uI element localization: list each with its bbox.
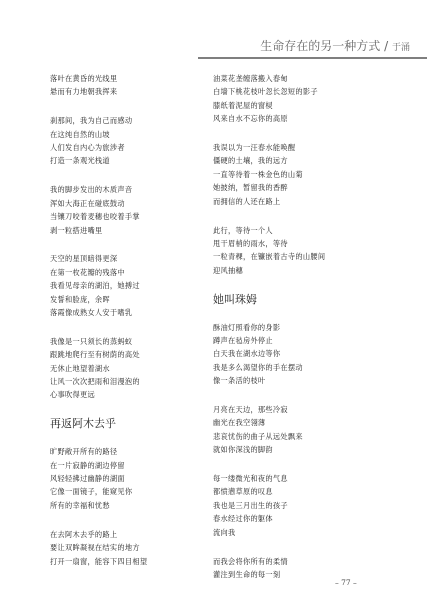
poem-line: 要让双眸凝视在结实的地方 — [50, 543, 140, 553]
stanza — [213, 472, 373, 539]
stanza — [213, 403, 373, 457]
poem-line: 让风一次次把雨和泪漫泡的 — [50, 377, 140, 387]
poem-line: 油菜花垄缠落搬入春甸 — [213, 74, 288, 83]
poem-line: 我像是一只须长的蒸蚂蚁 — [50, 336, 133, 346]
right-column — [213, 72, 373, 597]
poem-line: 悲哀忧伤的曲子从远处飘来 — [213, 431, 303, 441]
poem-line: 风轻轻拂过幽静的湖面 — [50, 474, 125, 484]
poem-line: 人们发自内心为旅涉者 — [50, 143, 125, 153]
poem-line: 此行，等待一个人 — [213, 225, 273, 235]
poem-line: 都愤懑草原的叹息 — [213, 487, 273, 497]
poem-line: 我的脚步发出的木质声音 — [50, 185, 133, 195]
poem-line: 落霞像成熟女人安于嗜乳 — [50, 307, 133, 317]
poem-line: 蹲声在毡房外停止 — [213, 335, 273, 345]
poem-line: 一直等待着一株金色的山菊 — [213, 169, 303, 179]
page-number: – 77 – — [335, 578, 357, 587]
poem-line: 流向我 — [213, 527, 236, 537]
poem-line: 剥一粒搭进嘴里 — [50, 225, 103, 235]
poem-line: 浑如大海正在碰底鼓动 — [50, 198, 125, 208]
header-title-text: 生命存在的另一种方式 / — [260, 39, 392, 53]
header-title — [210, 37, 410, 54]
poem-line: 打造一条观光栈道 — [50, 156, 110, 166]
stanza — [50, 114, 210, 168]
stanza — [50, 72, 210, 99]
left-column — [50, 72, 210, 583]
poem-line: 天空的星顶暗得更深 — [50, 254, 118, 264]
poem-line: 就如你深浅的脚韵 — [213, 445, 273, 455]
poem-line: 风来自水不忘你的高原 — [213, 114, 288, 124]
stanza — [213, 224, 373, 278]
poem-line: 像一条活的枝叶 — [213, 376, 266, 386]
poem-line: 而拥信的人还在路上 — [213, 196, 281, 206]
poem-line: 我误以为一汪春水能唤醒 — [213, 143, 296, 153]
poem-line: 我看见母亲的湖泊，她搏过 — [50, 281, 140, 291]
poem-line: 悬而有力地朝我挥来 — [50, 87, 118, 97]
poem-line: 在这纯自然的山坡 — [50, 129, 110, 139]
poem-line: 幽光在我空翎薄 — [213, 418, 266, 428]
poem-line: 春水经过你的躯体 — [213, 514, 273, 524]
stanza — [213, 72, 373, 126]
poem-line: 无休止地望着湖水 — [50, 363, 110, 373]
poem-line: 旷野敞开所有的路径 — [50, 447, 118, 457]
poem-line: 心事吹得更远 — [50, 390, 95, 400]
stanza — [213, 141, 373, 208]
poem-line: 白墙下桃花枝叶忽长忽短的影子 — [213, 87, 318, 97]
poem-line: 白天我在湖水边等你 — [213, 349, 281, 359]
stanza — [213, 321, 373, 388]
poem-line: 发誓和脸庞，余晖 — [50, 294, 110, 304]
poem-line: 在第一枚花瓣的残落中 — [50, 267, 125, 277]
poem-line: 我也是三月出生的孩子 — [213, 500, 288, 510]
poem-line: 它像一面镜子，能窥见你 — [50, 487, 133, 497]
stanza — [50, 252, 210, 319]
poem-line: 她披纳，暂留我的香醉 — [213, 183, 288, 193]
poem-line: 我是多么渴望你的手在摆动 — [213, 362, 303, 372]
poem-line: 酥油灯照看你的身影 — [213, 322, 281, 332]
poem-line: 在一片寂静的湖边停留 — [50, 460, 125, 470]
stanza — [50, 528, 210, 568]
poem-line: 落叶在黄昏的光线里 — [50, 74, 118, 83]
poem-line: 每一缕微光和夜的气息 — [213, 474, 288, 484]
poem-line: 打开一扇窗，能容下四目相望 — [50, 556, 148, 566]
poem-line: 一粒青稞，在镰嵌着古寺的山腰间 — [213, 252, 326, 262]
stanza — [50, 183, 210, 237]
poem-line: 僵硬的土壤，我的远方 — [213, 156, 288, 166]
poem-line: 当镶刀咬着麦穗也咬着手掌 — [50, 212, 140, 222]
header-author: 于涌 — [391, 43, 410, 53]
stanza — [50, 445, 210, 512]
poem-line: 而我会将你所有的柔情 — [213, 556, 288, 566]
stanza — [50, 335, 210, 402]
header-rule — [198, 57, 427, 59]
poem-line: 月亮在天边，那些冷寂 — [213, 405, 288, 415]
poem-line: 在去阿木去乎的路上 — [50, 529, 118, 539]
poem-title: 再返阿木去乎 — [50, 417, 116, 431]
poem-line: 膝纸着泥屋的窗棂 — [213, 100, 273, 110]
poem-title: 她叫珠姆 — [213, 292, 257, 306]
poem-line: 所有的幸福和忧愁 — [50, 500, 110, 510]
poem-line: 迎风抽穗 — [213, 265, 243, 275]
poem-line: 跟跳地爬行至有树荫的高处 — [50, 350, 140, 360]
poem-line: 灌注到生命的每一刻 — [213, 569, 281, 579]
poem-line: 刹那间，我为自己而感动 — [50, 116, 133, 126]
poem-line: 甩干眉梢的雨水，等待 — [213, 238, 288, 248]
